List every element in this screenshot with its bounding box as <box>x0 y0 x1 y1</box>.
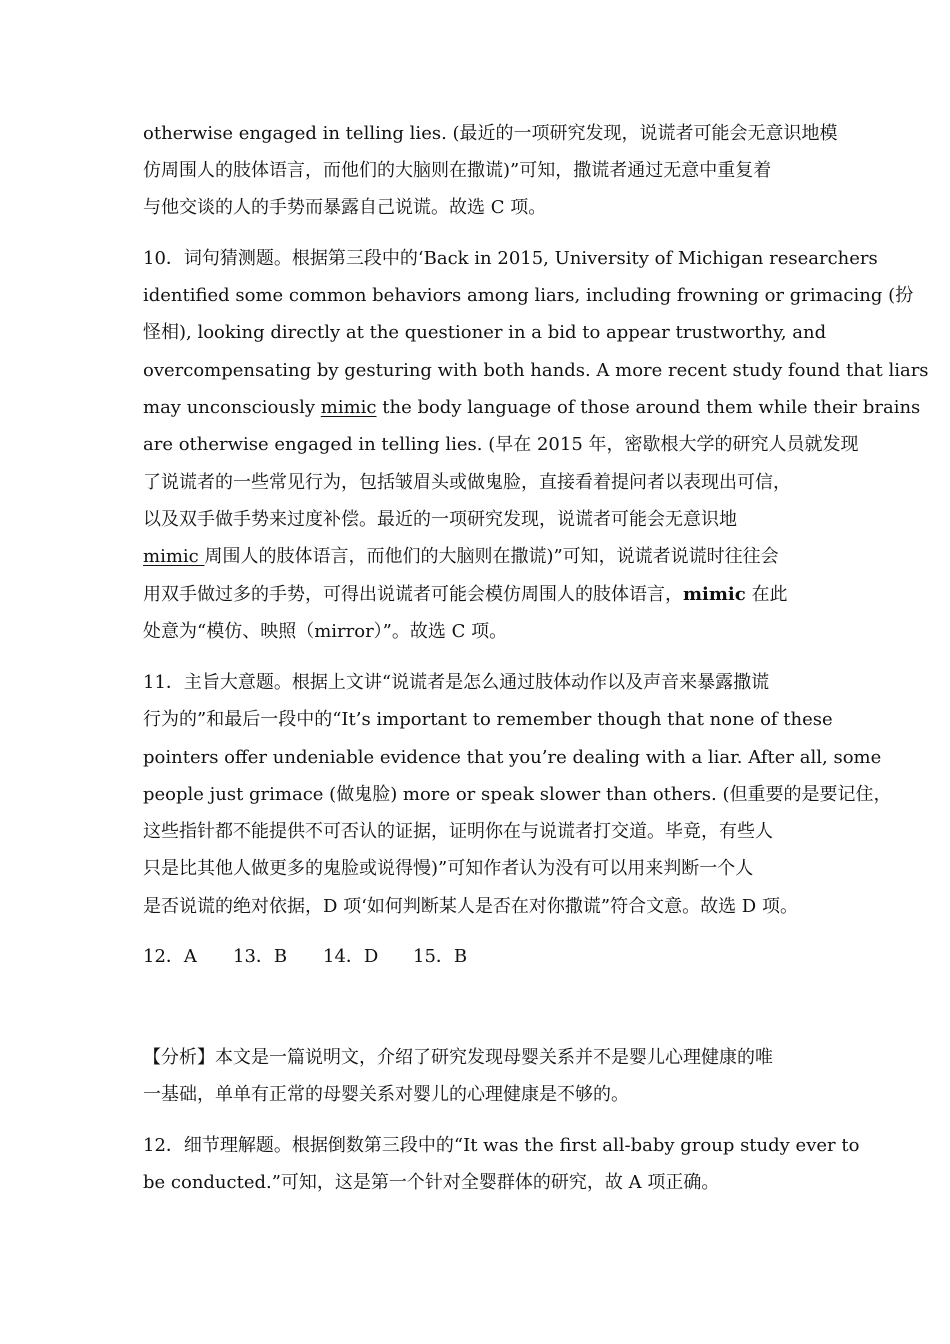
q10-line-10 <box>143 582 787 608</box>
q11-line-2: 行为的”和最后一段中的“It’s important to remember though that none of these <box>143 709 833 730</box>
q9-line-2: 仿周围人的肢体语言，而他们的大脑则在撒谎)”可知，撒谎者通过无意中重复着 <box>143 160 772 181</box>
q11-line-6: 只是比其他人做更多的鬼脸或说得慢)”可知作者认为没有可以用来判断一个人 <box>143 858 754 879</box>
q10-line-10-c: 在此 <box>745 584 788 605</box>
q12-line-2: be conducted.”可知，这是第一个针对全婴群体的研究，故 A 项正确。 <box>143 1172 720 1193</box>
q10-line-5-b: the body language of those around them while their brains <box>376 397 921 418</box>
q10-line-5-a: may unconsciously <box>143 397 321 418</box>
answer-13: 13．B <box>233 946 288 967</box>
q11-line-3: pointers offer undeniable evidence that you’re dealing with a liar. After all, some <box>143 747 882 768</box>
q10-line-9 <box>143 544 779 570</box>
q10-line-11: 处意为“模仿、映照（mirror）”。故选 C 项。 <box>143 621 508 642</box>
q10-line-3: 怪相), looking directly at the questioner in a bid to appear trustworthy, and <box>143 322 827 343</box>
q10-line-4: overcompensating by gesturing with both hands. A more recent study found that liars <box>143 360 929 381</box>
q9-line-1: otherwise engaged in telling lies. (最近的一项研究发现，说谎者可能会无意识地模 <box>143 123 838 144</box>
q10-line-2: identified some common behaviors among liars, including frowning or grimacing (扮 <box>143 285 914 306</box>
answer-15: 15．B <box>413 946 468 967</box>
q10-line-5 <box>143 395 920 421</box>
analysis-line-2: 一基础，单单有正常的母婴关系对婴儿的心理健康是不够的。 <box>143 1084 629 1105</box>
q12-line-1: 12．细节理解题。根据倒数第三段中的“It was the first all-baby group study ever to <box>143 1135 860 1156</box>
analysis-line-1: 【分析】本文是一篇说明文，介绍了研究发现母婴关系并不是婴儿心理健康的唯 <box>143 1047 773 1068</box>
mimic-underlined-2: mimic <box>143 546 205 567</box>
q11-line-5: 这些指针都不能提供不可否认的证据，证明你在与说谎者打交道。毕竟，有些人 <box>143 821 773 842</box>
mimic-underlined: mimic <box>320 397 377 418</box>
q10-line-9-b: 周围人的肢体语言，而他们的大脑则在撒谎)”可知，说谎者说谎时往往会 <box>204 546 779 567</box>
q10-line-8: 以及双手做手势来过度补偿。最近的一项研究发现，说谎者可能会无意识地 <box>143 509 737 530</box>
q10-line-7: 了说谎者的一些常见行为，包括皱眉头或做鬼脸，直接看着提问者以表现出可信， <box>143 472 791 493</box>
q11-line-7: 是否说谎的绝对依据，D 项‘如何判断某人是否在对你撒谎”符合文意。故选 D 项。 <box>143 896 798 917</box>
q10-line-1: 10．词句猜测题。根据第三段中的‘Back in 2015, University of Michigan researchers <box>143 248 878 269</box>
q11-line-4: people just grimace (做鬼脸) more or speak slower than others. (但重要的是要记住， <box>143 784 892 805</box>
q11-line-1: 11．主旨大意题。根据上文讲“说谎者是怎么通过肢体动作以及声音来暴露撒谎 <box>143 672 770 693</box>
q10-line-10-a: 用双手做过多的手势，可得出说谎者可能会模仿周围人的肢体语言， <box>143 584 683 605</box>
q10-line-6: are otherwise engaged in telling lies. (早在 2015 年，密歇根大学的研究人员就发现 <box>143 434 859 455</box>
answer-12: 12．A <box>143 946 197 967</box>
answer-14: 14．D <box>323 946 379 967</box>
q9-line-3: 与他交谈的人的手势而暴露自己说谎。故选 C 项。 <box>143 197 547 218</box>
mimic-bold: mimic <box>683 584 746 605</box>
